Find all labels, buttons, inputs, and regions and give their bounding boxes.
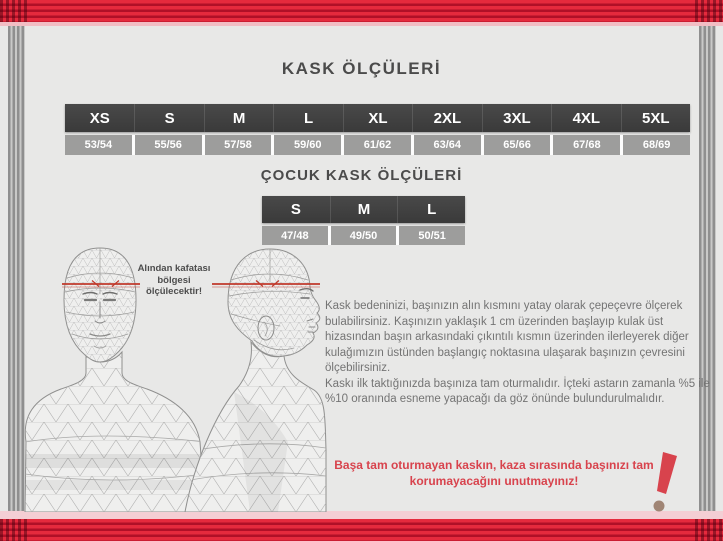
instructions-text bbox=[325, 299, 715, 408]
size-header-cell: XS bbox=[89, 109, 110, 127]
adult-size-table-header-row bbox=[65, 104, 690, 132]
right-border-stripes bbox=[699, 26, 716, 511]
adult-size-table-values-row bbox=[65, 135, 690, 155]
bottom-right-corner-checker bbox=[695, 519, 723, 541]
top-left-corner-checker bbox=[0, 0, 28, 22]
size-value-cell: 47/48 bbox=[262, 226, 328, 245]
size-header-cell: L bbox=[397, 196, 465, 223]
size-header-cell: S bbox=[134, 104, 203, 132]
size-value-cell: 67/68 bbox=[553, 135, 620, 155]
measurement-annotation: Alından kafatası bölgesi ölçülecektir! bbox=[137, 263, 211, 297]
child-section-title: ÇOCUK KASK ÖLÇÜLERİ bbox=[260, 167, 463, 184]
instructions-paragraph-1: Kask bedeninizi, başınızın alın kısmını yatay olarak çepeçevre ölçerek bulabilirsiniz. Kaşınızın yaklaşık 1 cm üzerinden başlayıp kulak üst hizasından başın arkasındaki çıkıntılı kısmın üzerinden ilerleyerek diğer kulağımızın üstünden başlangıç noktasına ulaşarak başınızın çevresini ölçebilirsiniz. bbox=[325, 300, 689, 374]
page-title: KASK ÖLÇÜLERİ bbox=[281, 59, 442, 78]
size-header-cell: 5XL bbox=[621, 104, 690, 132]
size-header-cell: 2XL bbox=[412, 104, 481, 132]
adult-size-table bbox=[65, 104, 690, 155]
exclamation-icon bbox=[650, 450, 680, 520]
bottom-left-corner-checker bbox=[0, 519, 28, 541]
size-value-cell: 63/64 bbox=[414, 135, 481, 155]
top-border-pink-line bbox=[0, 22, 723, 26]
bottom-border-stripes bbox=[0, 519, 723, 541]
size-value-cell: 65/66 bbox=[484, 135, 551, 155]
top-border-stripes bbox=[0, 0, 723, 22]
size-value-cell: 59/60 bbox=[274, 135, 341, 155]
bottom-pink-band bbox=[0, 511, 723, 519]
size-header-cell: XL bbox=[343, 104, 412, 132]
size-header-cell: M bbox=[330, 196, 398, 223]
size-header-cell: M bbox=[204, 104, 273, 132]
size-value-cell: 53/54 bbox=[65, 135, 132, 155]
size-value-cell: 50/51 bbox=[399, 226, 465, 245]
child-size-table-header-row bbox=[262, 196, 465, 223]
size-value-cell: 61/62 bbox=[344, 135, 411, 155]
size-value-cell: 49/50 bbox=[331, 226, 397, 245]
size-header-cell: 3XL bbox=[482, 104, 551, 132]
size-value-cell: 68/69 bbox=[623, 135, 690, 155]
size-value-cell: 57/58 bbox=[205, 135, 272, 155]
top-right-corner-checker bbox=[695, 0, 723, 22]
size-header-cell: S bbox=[290, 201, 301, 218]
size-header-cell: L bbox=[273, 104, 342, 132]
size-header-cell: 4XL bbox=[551, 104, 620, 132]
child-size-table bbox=[262, 196, 465, 245]
instructions-paragraph-2: Kaskı ilk taktığınızda başınıza tam oturmalıdır. İçteki astarın zamanla %5 ile %10 oranında esneme yapacağı da göz önünde bulundurulmalıdır. bbox=[325, 377, 710, 405]
warning-text: Başa tam oturmayan kaskın, kaza sırasında başınızı tam korumayacağını unutmayınız! bbox=[334, 458, 654, 488]
size-value-cell: 55/56 bbox=[135, 135, 202, 155]
